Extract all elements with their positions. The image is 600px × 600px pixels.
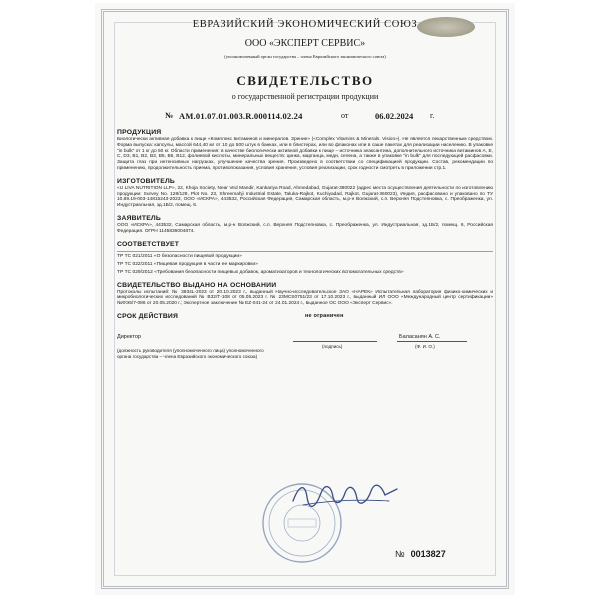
- serial-prefix: №: [395, 549, 405, 559]
- certificate-content: [117, 17, 493, 366]
- organization-note: (уполномоченный орган государства – члена Евразийского экономического союза): [224, 54, 386, 59]
- basis-text: Протоколы испытаний: № 3934L-2023 от 20.10.2023 г., выданный Научно-исследовательское ЗАО «НАРЕК» Испытательная лаборатория физико-химических и микробиологических исследований № B32/Т-108 от 05.05.2023 г. № 23MCS0751/23 от 17.10.2023 г., выданный ИЛ ООО «Международный центр сертификации» №ФЭ5/7-086 от 20.05.2020 г.; Экспертное заключение № EZ-041-24 от 24.01.2024 г., выданное ОС ООО «Эксперт Сервис».: [117, 289, 493, 307]
- name-caption: (Ф. И. О.): [415, 343, 435, 349]
- handwritten-signature: [285, 475, 405, 515]
- signer-name: Баласанян А. С.: [399, 333, 441, 340]
- union-title: ЕВРАЗИЙСКИЙ ЭКОНОМИЧЕСКИЙ СОЮЗ: [192, 19, 418, 30]
- basis-heading: СВИДЕТЕЛЬСТВО ВЫДАНО НА ОСНОВАНИИ: [117, 281, 277, 289]
- validity-heading: СРОК ДЕЙСТВИЯ: [117, 312, 179, 320]
- product-heading: ПРОДУКЦИЯ: [117, 129, 162, 136]
- document-title: СВИДЕТЕЛЬСТВО: [236, 73, 374, 88]
- applicant-text: ООО «ИСКРА», 443532, Самарская область, м.р-н Волжский, с.п. Верхняя Подстепновка, с. Преображенка, ул. Индустриальная, зд.1Б/2, помещ. 6, Российская Федерация. ОГРН 1145836004874.: [117, 222, 493, 234]
- number-prefix: №: [165, 111, 174, 120]
- certificate-sheet: [95, 3, 515, 595]
- validity-value: не ограничен: [305, 312, 344, 319]
- from-label: от: [341, 111, 349, 120]
- year-suffix: г.: [430, 111, 435, 120]
- manufacturer-heading: ИЗГОТОВИТЕЛЬ: [117, 177, 175, 185]
- registration-date: 06.02.2024: [375, 111, 414, 121]
- signature-line: [293, 341, 377, 342]
- organization-name: ООО «ЭКСПЕРТ СЕРВИС»: [244, 38, 366, 49]
- compliance-item: ТР ТС 021/2011 «О безопасности пищевой продукции»: [117, 253, 242, 259]
- signature-caption: (подпись): [322, 343, 343, 349]
- signature-block: [117, 326, 493, 366]
- compliance-item: ТР ТС 029/2012 «Требования безопасности пищевых добавок, ароматизаторов и технологических вспомогательных средств»: [117, 269, 404, 275]
- role-caption: (должность руководителя (уполномоченного лица) уполномоченного органа государства – члена Евразийского экономического союза): [117, 347, 264, 359]
- registration-number: AM.01.07.01.003.R.000114.02.24: [179, 111, 303, 121]
- validity-row: [117, 313, 493, 320]
- signer-role: Директор: [117, 333, 141, 340]
- serial-number: [395, 549, 446, 559]
- compliance-divider: [117, 251, 493, 252]
- name-line: [397, 341, 467, 342]
- serial-value: 0013827: [410, 549, 446, 559]
- applicant-heading: ЗАЯВИТЕЛЬ: [117, 214, 161, 222]
- document-subtitle: о государственной регистрации продукции: [231, 92, 379, 101]
- product-text: Биологически активная добавка к пище «Комплекс витаминов и минералов. Зрение» («Complex Vitamins & Minerals. Vision»). Не является лекарственным средством. Форма выпуска: капсулы, массой 644,40 мг от 10 до 500 штук в банках, или в блистерах, или во флаконах или в саше пакетах для реализации населению. В упаковке "in bulk" от 1 кг до 50 кг. Области применения: в качестве биологически активной добавки к пище – источника зеаксантина, дополнительного источника витаминов A, E, C, D3, B1, B2, B3, B5, B6, B12, фолиевой кислоты, минеральных веществ: цинка, марганца, меди, селена, а также в упаковке "in bulk" для последующей расфасовки. Защита глаз при интенсивных нагрузках, улучшение качества зрения. Произведено в соответствии со спецификацией продукции. Состав, рекомендации по применению, продолжительность приема, противопоказания, условия хранения, условия реализации, срок годности смотреть в приложении стр.1.: [117, 137, 493, 171]
- compliance-item: ТР ТС 022/2011 «Пищевая продукция в части ее маркировки»: [117, 261, 258, 267]
- registration-number-row: [117, 111, 493, 123]
- manufacturer-text: «U LIVA NUTRITION LLP», 22, Khoja Society, Near Ved Mandir, Kankariya Road, Ahmedabad, Gujarat-380022 (адрес места осуществления деятельности по изготовлению продукции: Survey No. 128/129, Plot No. 23, Shreemahji Industrial Estate, Taluka-Rajkot, Kuchiyadad, Rajkot, Gujarat-360023), Индия, расфасовано и упаковано по ТУ 10.89.19-003-14815243-2023, ООО «ИСКРА», 443532, Российская Федерация, Самарская область, м.р-н Волжский, с.п. Верхняя Подстепновка, с. Преображенка, ул. Индустриальная, зд.1Б/2, помещ. 6.: [117, 185, 493, 209]
- compliance-heading: СООТВЕТСТВУЕТ: [117, 240, 180, 248]
